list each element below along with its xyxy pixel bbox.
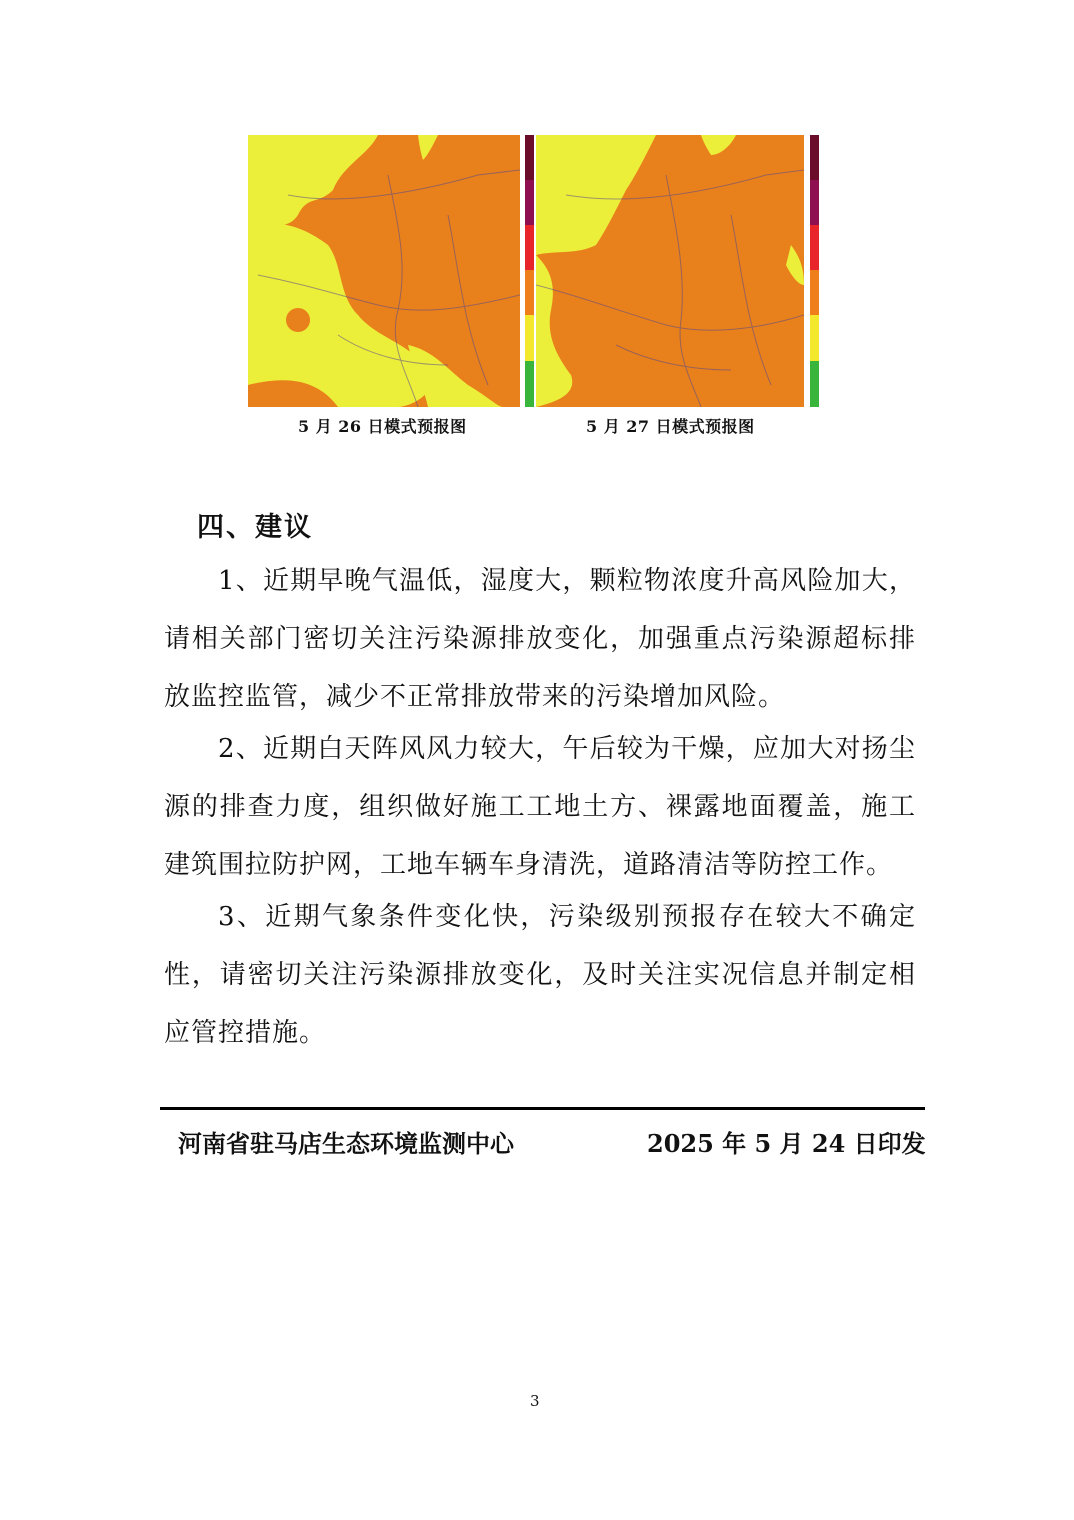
recommendation-paragraph: 1、近期早晚气温低，湿度大，颗粒物浓度升高风险加大，请相关部门密切关注污染源排放变化，加强重点污染源超标排放监控监管，减少不正常排放带来的污染增加风险。 (164, 566, 916, 712)
page-number: 3 (530, 1392, 540, 1410)
forecast-map-may26 (248, 135, 520, 407)
figure-caption: 5 月 27 日模式预报图 (586, 417, 755, 436)
issuing-organization: 河南省驻马店生态环境监测中心 (178, 1129, 514, 1158)
forecast-legend-bar (810, 135, 819, 407)
footer-divider (160, 1107, 925, 1110)
issue-date: 2025 年 5 月 24 日印发 (647, 1129, 926, 1158)
forecast-map-may27 (536, 135, 804, 407)
forecast-maps (248, 135, 828, 407)
recommendation-paragraph: 3、近期气象条件变化快，污染级别预报存在较大不确定性，请密切关注污染源排放变化，及时关注实况信息并制定相应管控措施。 (164, 902, 916, 1048)
figure-caption: 5 月 26 日模式预报图 (298, 417, 467, 436)
section-title: 四、建议 (197, 512, 313, 543)
recommendation-paragraph: 2、近期白天阵风风力较大，午后较为干燥，应加大对扬尘源的排查力度，组织做好施工工地土方、裸露地面覆盖，施工建筑围拉防护网，工地车辆车身清洗，道路清洁等防控工作。 (164, 734, 916, 880)
forecast-legend-bar (525, 135, 534, 407)
